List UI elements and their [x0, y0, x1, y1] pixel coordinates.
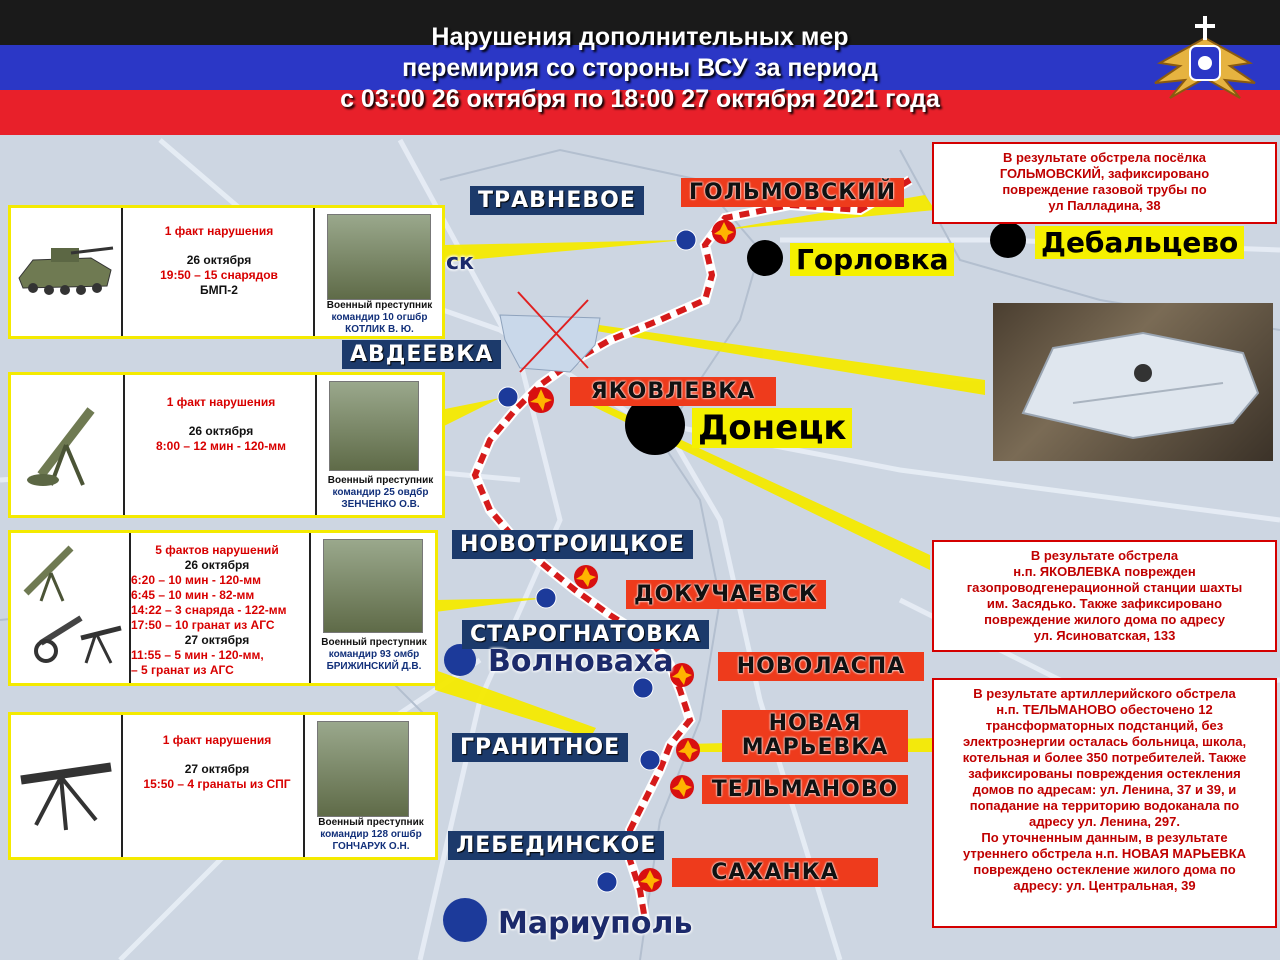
label-novotroitskoe: НОВОТРОИЦКОЕ — [452, 530, 693, 559]
info-line: повреждено остекление жилого дома по — [973, 862, 1236, 877]
panel-image-cell — [11, 208, 123, 336]
violation-line: 6:45 – 10 мин - 82-мм — [131, 588, 255, 602]
info-line: трансформаторных подстанций, без — [985, 718, 1224, 733]
info-box-golmovsky — [932, 142, 1277, 224]
label-novolaspa: НОВОЛАСПА — [718, 652, 924, 681]
commander-cell — [315, 375, 444, 515]
label-granitnoe: ГРАНИТНОЕ — [452, 733, 628, 762]
commander-caption — [317, 475, 444, 511]
city-dot-debaltsevo — [990, 222, 1026, 258]
violation-panel-2 — [8, 372, 445, 518]
info-line: утреннего обстрела н.п. НОВАЯ МАРЬЕВКА — [962, 846, 1247, 861]
violation-panel-4 — [8, 712, 438, 860]
violation-count: 1 факт нарушения — [164, 224, 274, 238]
violation-line: 11:55 – 5 мин - 120-мм, — [131, 648, 264, 662]
label-novaya: НОВАЯ — [768, 711, 862, 736]
city-label-donetsk: Донецк — [692, 408, 852, 448]
info-line: ул. Ясиноватская, 133 — [1033, 628, 1176, 643]
city-label-debaltsevo: Дебальцево — [1035, 226, 1244, 259]
emblem-eagle-icon — [1150, 8, 1260, 108]
commander-photo — [317, 721, 409, 817]
label-yakovlevka: ЯКОВЛЕВКА — [570, 377, 776, 406]
info-line: котельная и более 350 потребителей. Также — [962, 750, 1247, 765]
info-line: попадание на территорию водоканала по — [969, 798, 1240, 813]
city-dot-gorlovka — [747, 240, 783, 276]
violation-line: 26 октября — [184, 558, 250, 572]
violation-panel-1 — [8, 205, 445, 339]
panel-text — [129, 224, 309, 298]
caption-line: Военный преступник — [326, 300, 433, 311]
info-line: В результате обстрела посёлка — [1002, 150, 1207, 165]
label-sakhanka: САХАНКА — [672, 858, 878, 887]
violation-line: 17:50 – 10 гранат из АГС — [131, 618, 275, 632]
commander-photo — [323, 539, 423, 633]
info-line: В результате артиллерийского обстрела — [973, 686, 1236, 701]
caption-line: командир 10 огшбр — [331, 312, 428, 323]
drone-photo — [993, 303, 1273, 461]
violation-panel-3 — [8, 530, 438, 686]
caption-line: командир 128 огшбр — [320, 829, 422, 840]
violation-line: – 5 гранат из АГС — [131, 663, 234, 677]
commander-caption — [315, 300, 444, 336]
info-line: газопроводгенерационной станции шахты — [966, 580, 1243, 595]
info-line: ГОЛЬМОВСКИЙ, зафиксировано — [999, 166, 1210, 181]
title-line-3: с 03:00 26 октября по 18:00 27 октября 2021 года — [340, 85, 940, 113]
caption-line: Военный преступник — [318, 817, 424, 828]
weapons-group-icon — [11, 533, 129, 683]
caption-line: ЗЕНЧЕНКО О.В. — [341, 499, 420, 510]
violation-line: 19:50 – 15 снарядов — [160, 268, 278, 282]
caption-line: Военный преступник — [321, 637, 427, 648]
info-box-yakovlevka — [932, 540, 1277, 652]
title-line-2: перемирия со стороны ВСУ за период — [402, 54, 878, 82]
info-line: ул Палладина, 38 — [1048, 198, 1161, 213]
commander-caption — [311, 637, 437, 673]
caption-line: командир 93 омбр — [328, 649, 420, 660]
drone-wreck-icon — [993, 303, 1273, 461]
panel-image-cell — [11, 375, 125, 515]
commander-cell — [303, 715, 437, 857]
label-golmovsky: ГОЛЬМОВСКИЙ — [681, 178, 904, 207]
violation-line: 15:50 – 4 гранаты из СПГ — [143, 777, 291, 791]
bmp-vehicle-icon — [11, 208, 121, 336]
info-line: По уточненным данным, в результате — [981, 830, 1228, 845]
violation-count: 5 фактов нарушений — [155, 543, 279, 557]
caption-line: ГОНЧАРУК О.Н. — [332, 841, 410, 852]
commander-photo — [327, 214, 431, 300]
caption-line: командир 25 овдбр — [332, 487, 429, 498]
caption-line: БРИЖИНСКИЙ Д.В. — [326, 661, 422, 672]
city-label-volnovakha: Волноваха — [488, 644, 674, 679]
caption-line: Военный преступник — [327, 475, 434, 486]
info-line: адресу: ул. Центральная, 39 — [1013, 878, 1196, 893]
panel-text — [131, 395, 311, 454]
info-line: повреждение газовой трубы по — [1002, 182, 1207, 197]
panel-image-cell — [11, 715, 123, 857]
info-line: электроэнергии осталась больница, школа, — [962, 734, 1247, 749]
violation-line: 6:20 – 10 мин - 120-мм — [131, 573, 261, 587]
violation-count: 1 факт нарушения — [162, 733, 272, 747]
city-label-partial: ск — [446, 250, 474, 275]
label-novaya-maryevka — [722, 710, 908, 762]
info-line: н.п. ТЕЛЬМАНОВО обесточено 12 — [996, 702, 1213, 717]
commander-photo — [329, 381, 419, 471]
violation-line: БМП-2 — [200, 283, 238, 297]
commander-cell — [309, 533, 437, 683]
label-starognatovka: СТАРОГНАТОВКА — [462, 620, 709, 649]
info-line: домов по адресам: ул. Ленина, 37 и 39, и — [972, 782, 1237, 797]
info-line: им. Засядько. Также зафиксировано — [986, 596, 1223, 611]
violation-line: 26 октября — [186, 253, 252, 267]
panel-image-cell — [11, 533, 131, 683]
label-avdeevka: АВДЕЕВКА — [342, 340, 501, 369]
label-telmanovo: ТЕЛЬМАНОВО — [702, 775, 908, 804]
commander-cell — [313, 208, 444, 336]
label-travnevoe: ТРАВНЕВОЕ — [470, 186, 644, 215]
spg-icon — [11, 715, 121, 857]
info-line: адресу ул. Ленина, 297. — [1029, 814, 1180, 829]
page-title — [120, 22, 1160, 115]
violation-line: 27 октября — [184, 633, 250, 647]
commander-caption — [305, 817, 437, 853]
city-label-gorlovka: Горловка — [790, 243, 954, 276]
panel-text — [129, 733, 305, 792]
panel-text — [131, 543, 303, 678]
violation-line: 8:00 – 12 мин - 120-мм — [156, 439, 286, 453]
info-line: зафиксированы повреждения остекления — [968, 766, 1241, 781]
mortar-icon — [11, 375, 123, 515]
info-line: В результате обстрела — [1030, 548, 1179, 563]
info-line: повреждение жилого дома по адресу — [984, 612, 1225, 627]
city-label-mariupol: Мариуполь — [498, 906, 693, 941]
caption-line: КОТЛИК В. Ю. — [345, 324, 414, 335]
violation-line: 14:22 – 3 снаряда - 122-мм — [131, 603, 287, 617]
info-box-telmanovo — [932, 678, 1277, 928]
label-lebedinskoe: ЛЕБЕДИНСКОЕ — [448, 831, 664, 860]
info-line: н.п. ЯКОВЛЕВКА поврежден — [1013, 564, 1196, 579]
label-maryevka: МАРЬЕВКА — [741, 735, 889, 760]
violation-count: 1 факт нарушения — [166, 395, 276, 409]
city-dot-mariupol — [443, 898, 487, 942]
label-dokuchaevsk: ДОКУЧАЕВСК — [626, 580, 826, 609]
title-line-1: Нарушения дополнительных мер — [431, 23, 849, 51]
violation-line: 26 октября — [188, 424, 254, 438]
violation-line: 27 октября — [184, 762, 250, 776]
